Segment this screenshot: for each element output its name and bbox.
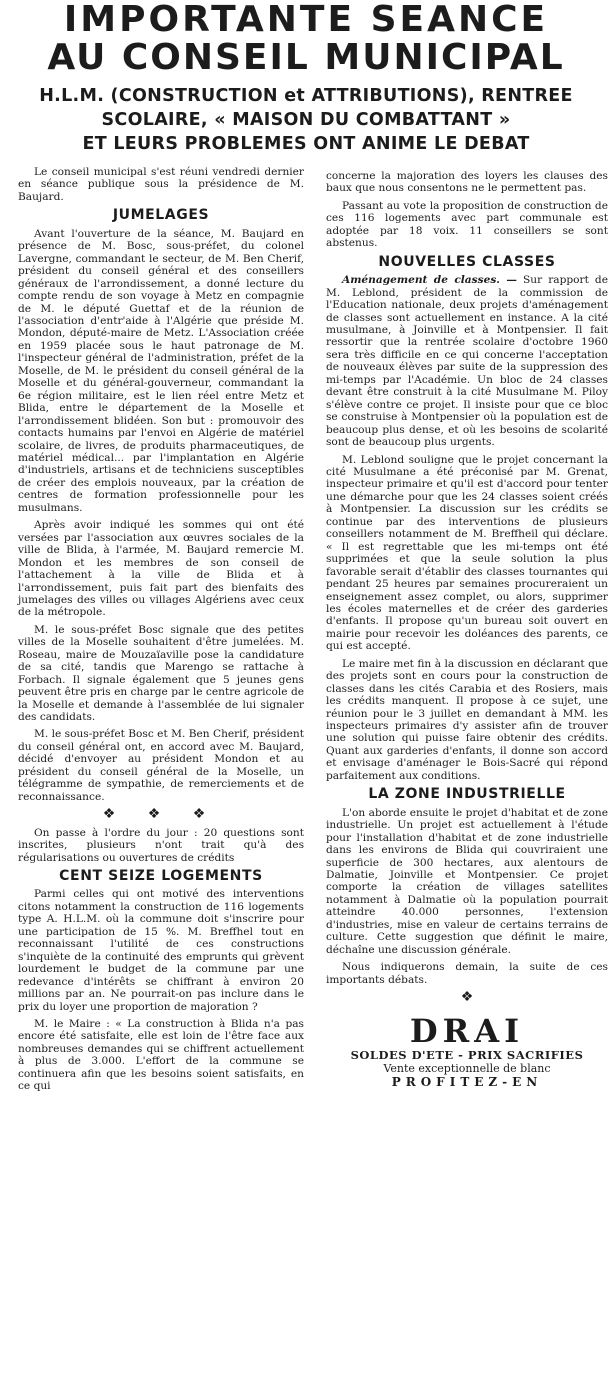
paragraph-body: Sur rapport de M. Leblond, président de la commission de l'Education nationale, deux projets d'aménagement de classes sont actuellement en instance. A la cité musulmane, à Joinville et à Montpensier. Il fait ressortir que la rentrée scolaire d'octobre 1960 sera très difficile en ce qui concerne l'acceptation de nouveaux élèves par suite de la suppression des mi-temps par l'Académie. Un bloc de 24 classes devant être construit à la cité Musulmane M. Piloy s'élève contre ce projet. Il insiste pour que ce bloc se construise à Montpensier où la population est de beaucoup plus dense, et où les besoins de scolarité sont de beaucoup plus urgents.: [326, 274, 608, 449]
article-paragraph: Le maire met fin à la discussion en déclarant que des projets sont en cours pour la construction de classes dans les cités Carabia et des Rosiers, mais les crédits manquent. Il propose à ce sujet, une réunion pour le 3 juillet en demandant à MM. les inspecteurs primaires d'y assister afin de trouver une solution qui puisse faire obtenir des crédits. Quant aux garderies d'enfants, il donne son accord et envisage d'aménager le Bois-Sacré qui répond parfaitement aux conditions.: [326, 657, 608, 782]
article-paragraph: Après avoir indiqué les sommes qui ont été versées par l'association aux œuvres sociales de la ville de Blida, à l'armée, M. Baujard remercie M. Mondon et les membres de son conseil de l'attachement à la ville de Blida et à l'arrondissement, puis fait part des bienfaits des jumelages des villes ou villages Algériens avec ceux de la métropole.: [18, 519, 304, 619]
article-paragraph: M. Leblond souligne que le projet concernant la cité Musulmane a été préconisé par M. Grenat, inspecteur primaire et qu'il est d'accord pour tenter une démarche pour que les 24 classes soient créés à Montpensier. La discussion sur les crédits se continue par des interventions de plusieurs conseillers notamment de M. Breffheil qui déclare. « Il est regrettable que les mi-temps ont été supprimées et que la seule solution la plus favorable serait d'établir des classes tournantes qui pendant 25 heures par semaines procureraient un enseignement assez complet, ou alors, supprimer les écoles maternelles et de créer des garderies d'enfants. Il propose qu'un bureau soit ouvert en mairie pour recevoir les doléances des parents, ce qui est accepté.: [326, 453, 608, 653]
article-paragraph: Parmi celles qui ont motivé des interventions citons notamment la construction de 116 logements type A. H.L.M. où la commune doit s'inscrire pour une participation de 15 %. M. Breffhel tout en reconnaissant l'utilité de ces constructions s'inquiète de la continuité des emprunts qui grèvent lourdement le budget de la commune par une redevance d'intérêts se chiffrant à environ 20 millions par an. Ne pourrait-on pas inclure dans le prix du loyer une proportion de majoration ?: [18, 888, 304, 1013]
section-divider-stars: ❖ ❖ ❖: [102, 806, 220, 823]
article-paragraph: L'on aborde ensuite le projet d'habitat et de zone industrielle. Un projet est actuellement à l'étude pour l'installation d'habitat et de zone industrielle dans les environs de Blida qui couvriraient une superficie de 300 hectares, aux alentours de Dalmatie, Joinville et Montpensier. Ce projet comporte la création de villages satellites notamment à Dalmatie où la population pourrait atteindre 40.000 personnes, l'extension d'industries, mise en valeur de certains terrains de culture. Cette suggestion que définit le maire, déchaîne une discussion générale.: [326, 806, 608, 956]
paragraph-lead: Aménagement de classes. —: [342, 274, 517, 287]
subheadline-line-3: ET LEURS PROBLEMES ONT ANIME LE DEBAT: [82, 134, 530, 154]
right-column: [326, 170, 608, 1089]
advertisement: [326, 1011, 608, 1089]
article-paragraph: M. le Maire : « La construction à Blida n'a pas encore été satisfaite, elle est loin de l'être face aux nombreuses demandes qui se chiffrent actuellement à plus de 3.000. L'effort de la commune se continuera afin que les besoins soient satisfaits, en ce qui: [18, 1018, 304, 1093]
subheadline-line-2: SCOLAIRE, « MAISON DU COMBATTANT »: [101, 110, 511, 130]
article-paragraph: Passant au vote la proposition de construction de ces 116 logements avec part communale est adoptée par 18 voix. 11 conseillers se sont abstenus.: [326, 199, 608, 250]
article-paragraph: [326, 274, 608, 448]
intro-paragraph: Le conseil municipal s'est réuni vendredi dernier en séance publique sous la présidence de M. Baujard.: [18, 166, 304, 203]
advertiser-name: DRAI: [409, 1011, 525, 1050]
headline-line-2: AU CONSEIL MUNICIPAL: [47, 37, 565, 78]
article-paragraph: M. le sous-préfet Bosc signale que des petites villes de la Moselle souhaitent d'être jumelées. M. Roseau, maire de Mouzaïaville pose la candidature de sa cité, tandis que Marengo se rattache à Forbach. Il signale également que 5 jeunes gens peuvent être pris en charge par le centre agricole de la Moselle et demande à l'assemblée de lui signaler des candidats.: [18, 623, 304, 724]
article-paragraph: M. le sous-préfet Bosc et M. Ben Cherif, président du conseil général ont, en accord avec M. Baujard, décidé d'envoyer au président Mondon et au président du conseil général de la Moselle, un télégramme de sympathie, de remerciements et de reconnaissance.: [18, 728, 304, 803]
article-paragraph: Avant l'ouverture de la séance, M. Baujard en présence de M. Bosc, sous-préfet, du colonel Lavergne, commandant le secteur, de M. Ben Cherif, président du conseil général et des conseillers généraux de l'arrondissement, a donné lecture du compte rendu de son voyage à Metz en compagnie de M. le député Guettaf et de la réunion de l'association d'entr'aide à l'Algérie que préside M. Mondon, député-maire de Metz. L'Association créée en 1959 placée sous le haut patronage de M. l'inspecteur général de l'administration, préfet de la Moselle, de M. le président du conseil général de la Moselle et du général-gouverneur, commandant la 6e région militaire, est le lien réel entre Metz et Blida, entre le département de la Moselle et l'arrondissement blidéen. Son but : promouvoir des contacts humains par l'envoi en Algérie de matériel scolaire, de livres, de produits pharmaceutiques, de matériel médical... par l'implantation en Algérie d'industriels, artisans et de techniciens susceptibles de créer des emplois nouveaux, par la création de centres de formation professionnelle pour les musulmans.: [18, 227, 304, 514]
section-divider-star: ❖: [460, 989, 474, 1006]
ad-line-3: PROFITEZ-EN: [391, 1074, 543, 1089]
section-heading-classes: NOUVELLES CLASSES: [378, 253, 556, 270]
article-paragraph: concerne la majoration des loyers les clauses des baux que nous consentons ne le permettent pas.: [326, 170, 608, 195]
article-paragraph: Nous indiquerons demain, la suite de ces importants débats.: [326, 961, 608, 986]
subheadline-line-1: H.L.M. (CONSTRUCTION et ATTRIBUTIONS), RENTREE: [39, 86, 573, 106]
section-heading-zone: LA ZONE INDUSTRIELLE: [368, 786, 566, 803]
left-column: [18, 166, 304, 1098]
ad-line-1: SOLDES D'ETE - PRIX SACRIFIES: [350, 1047, 584, 1062]
headline-line-1: IMPORTANTE SEANCE: [63, 0, 549, 40]
section-heading-jumelages: JUMELAGES: [112, 207, 210, 224]
section-heading-logements: CENT SEIZE LOGEMENTS: [59, 868, 263, 885]
ad-line-2: Vente exceptionnelle de blanc: [383, 1061, 551, 1075]
article-paragraph: On passe à l'ordre du jour : 20 questions sont inscrites, plusieurs n'ont trait qu'à des régularisations ou ouvertures de crédits: [18, 826, 304, 864]
